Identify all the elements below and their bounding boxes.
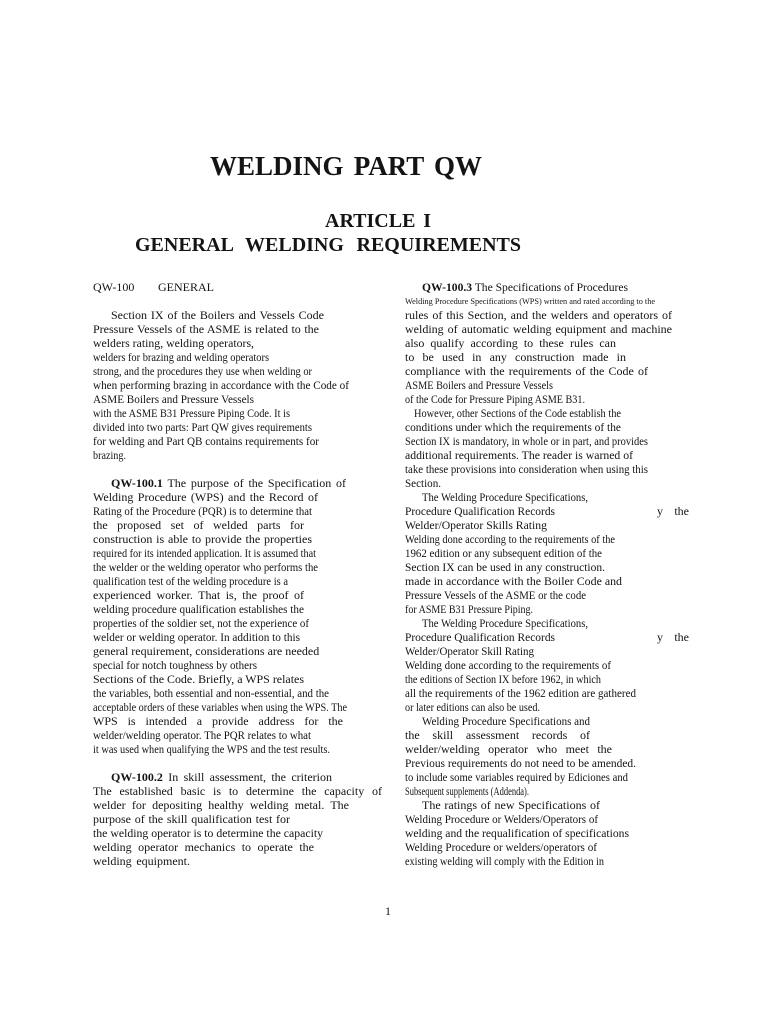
blank-line (93, 756, 393, 770)
text-line: the welder or the welding operator who performs the (93, 560, 319, 574)
text-line: made in accordance with the Boiler Code and (405, 574, 622, 588)
text-line-text: The purpose of the Specification of (167, 476, 346, 490)
text-line: compliance with the requirements of the Code of (405, 364, 648, 378)
text-line: Sections of the Code. Briefly, a WPS relates (93, 672, 304, 686)
text-line: Previous requirements do not need to be amended. (405, 756, 636, 770)
paragraph-new-ratings (405, 798, 705, 868)
text-line-text: Procedure Qualification Records (405, 630, 555, 644)
text-line: welders for brazing and welding operators (93, 350, 270, 364)
text-line: Section IX is mandatory, in whole or in part, and provides (405, 434, 648, 448)
text-line: Welding Procedure (WPS) and the Record of (93, 490, 318, 504)
paragraph-skill-records (405, 714, 705, 798)
blank-line (93, 294, 393, 308)
text-line: the editions of Section IX before 1962, in which (405, 672, 602, 686)
text-line: required for its intended application. It is assumed that (93, 546, 316, 560)
text-line: welder or welding operator. In addition to this (93, 630, 300, 644)
text-line: Welding Procedure or welders/operators of (405, 840, 598, 854)
text-line: Section IX of the Boilers and Vessels Code (111, 308, 324, 322)
text-line: acceptable orders of these variables when using the WPS. The (93, 700, 347, 714)
text-line: to include some variables required by Ediciones and (405, 770, 628, 784)
text-line: for ASME B31 Pressure Piping. (405, 602, 534, 616)
text-line: The Welding Procedure Specifications, (422, 616, 588, 630)
text-line: WPS is intended a provide address for the (93, 714, 343, 728)
text-line: when performing brazing in accordance with the Code of (93, 378, 349, 392)
text-line: rules of this Section, and the welders and operators of (405, 308, 672, 322)
text-line-tail: y the (657, 504, 689, 518)
text-line: or later editions can also be used. (405, 700, 540, 714)
text-line: experienced worker. That is, the proof of (93, 588, 304, 602)
text-line: existing welding will comply with the Edition in (405, 854, 604, 868)
text-line (422, 280, 628, 294)
paragraph-however (405, 406, 705, 490)
text-line: Rating of the Procedure (PQR) is to determine that (93, 504, 312, 518)
section-heading-qw-100 (93, 280, 393, 294)
text-line-text: In skill assessment, the criterion (168, 770, 332, 784)
text-line: Pressure Vessels of the ASME is related to the (93, 322, 319, 336)
text-line: welding and the requalification of specifications (405, 826, 629, 840)
text-line (405, 630, 705, 644)
text-line: Section. (405, 476, 442, 490)
text-line: the skill assessment records of (405, 728, 591, 742)
article-title: GENERAL WELDING REQUIREMENTS (135, 234, 521, 256)
text-line: Subsequent supplements (Addenda). (405, 784, 530, 798)
text-line: welder for depositing healthy welding metal. The (93, 798, 349, 812)
text-line: welding operator mechanics to operate the (93, 840, 314, 854)
text-line: Welding done according to the requirements of the (405, 532, 615, 546)
text-line: the welding operator is to determine the capacity (93, 826, 324, 840)
paragraph-qw-100 (93, 308, 393, 462)
text-line: also qualify according to these rules can (405, 336, 616, 350)
section-number: QW-100 (93, 280, 135, 294)
text-line (111, 476, 346, 490)
text-line: Welding Procedure Specifications and (422, 714, 591, 728)
section-title: GENERAL (158, 280, 214, 294)
left-column (93, 280, 393, 868)
text-line: the variables, both essential and non-essential, and the (93, 686, 330, 700)
text-line: welding procedure qualification establishes the (93, 602, 305, 616)
blank-line (93, 462, 393, 476)
text-line: welding equipment. (93, 854, 190, 868)
text-line: Welding Procedure or Welders/Operators of (405, 812, 599, 826)
text-line: properties of the soldier set, not the experience of (93, 616, 309, 630)
text-line: general requirement, considerations are needed (93, 644, 320, 658)
text-line: strong, and the procedures they use when welding or (93, 364, 312, 378)
paragraph-qw-100-1 (93, 476, 393, 756)
text-line: special for notch toughness by others (93, 658, 257, 672)
section-number: QW-100.2 (111, 770, 163, 784)
section-number: QW-100.3 (422, 280, 473, 294)
text-line: it was used when qualifying the WPS and the test results. (93, 742, 330, 756)
paragraph-wps-before-1962 (405, 616, 705, 714)
text-line: the proposed set of welded parts for (93, 518, 304, 532)
text-line: welder/welding operator who meet the (405, 742, 612, 756)
small-text-line: Welding Procedure Specifications (WPS) written and rated according to the (405, 296, 656, 306)
text-line: conditions under which the requirements of the (405, 420, 622, 434)
text-line: take these provisions into consideration when using this (405, 462, 648, 476)
text-line: for welding and Part QB contains requirements for (93, 434, 319, 448)
text-line: The ratings of new Specifications of (422, 798, 601, 812)
right-column (405, 280, 705, 868)
text-line: Welding done according to the requirements of (405, 658, 612, 672)
text-line: Section IX can be used in any construction. (405, 560, 606, 574)
text-line-tail: y the (657, 630, 689, 644)
paragraph-wps-1962 (405, 490, 705, 616)
text-line: with the ASME B31 Pressure Piping Code. It is (93, 406, 290, 420)
text-line: brazing. (93, 448, 127, 462)
text-line: Pressure Vessels of the ASME or the code (405, 588, 586, 602)
text-line: all the requirements of the 1962 edition are gathered (405, 686, 636, 700)
text-line: qualification test of the welding procedure is a (93, 574, 289, 588)
text-line (111, 770, 332, 784)
text-line-text: The Specifications of Procedures (474, 280, 628, 294)
text-line: to be used in any construction made in (405, 350, 626, 364)
page-number: 1 (385, 904, 391, 918)
text-line: Welder/Operator Skill Rating (405, 644, 535, 658)
page-title: WELDING PART QW (210, 151, 482, 181)
text-line: welder/welding operator. The PQR relates to what (93, 728, 311, 742)
section-number: QW-100.1 (111, 476, 163, 490)
paragraph-qw-100-2 (93, 770, 393, 868)
text-line: welders rating, welding operators, (93, 336, 255, 350)
article-number: ARTICLE I (325, 210, 431, 232)
text-line: construction is able to provide the properties (93, 532, 312, 546)
text-line-text: Procedure Qualification Records (405, 504, 555, 518)
text-line: Welder/Operator Skills Rating (405, 518, 548, 532)
text-line: of the Code for Pressure Piping ASME B31. (405, 392, 586, 406)
text-line: purpose of the skill qualification test for (93, 812, 290, 826)
text-line: ASME Boilers and Pressure Vessels (405, 378, 554, 392)
text-line: divided into two parts: Part QW gives requirements (93, 420, 313, 434)
text-line: However, other Sections of the Code establish the (414, 406, 621, 420)
text-line: additional requirements. The reader is warned of (405, 448, 633, 462)
text-line: The established basic is to determine the capacity of (93, 784, 383, 798)
paragraph-qw-100-3 (405, 280, 705, 406)
text-line: The Welding Procedure Specifications, (422, 490, 588, 504)
text-line: welding of automatic welding equipment and machine (405, 322, 672, 336)
text-line (405, 504, 705, 518)
text-line: ASME Boilers and Pressure Vessels (93, 392, 254, 406)
text-line: 1962 edition or any subsequent edition of the (405, 546, 603, 560)
